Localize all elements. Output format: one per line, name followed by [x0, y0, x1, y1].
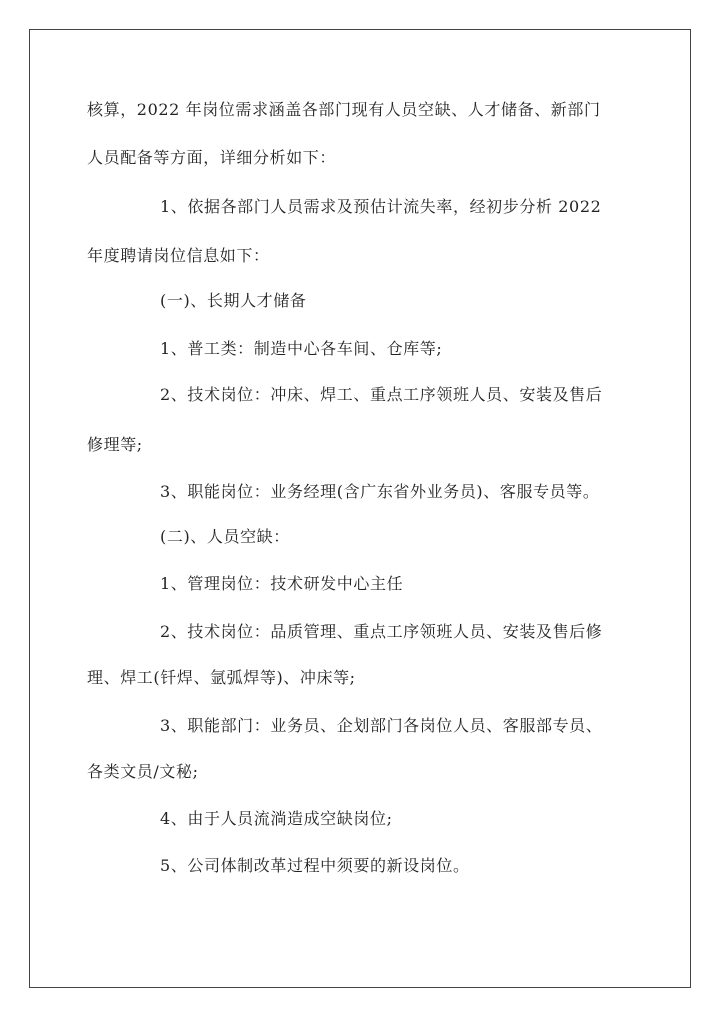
page-border: [29, 29, 691, 988]
list-item: 3、职能岗位：业务经理(含广东省外业务员)、客服专员等。: [160, 482, 600, 501]
list-item: 1、普工类：制造中心各车间、仓库等;: [160, 339, 443, 358]
list-item: 1、管理岗位：技术研发中心主任: [160, 574, 404, 593]
paragraph-line: 1、依据各部门人员需求及预估计流失率，经初步分析 2022: [160, 197, 602, 216]
list-item-continuation: 理、焊工(钎焊、氩弧焊等)、冲床等;: [87, 668, 356, 687]
list-item: 2、技术岗位：品质管理、重点工序领班人员、安装及售后修: [160, 622, 603, 641]
list-item: 5、公司体制改革过程中须要的新设岗位。: [160, 856, 470, 875]
section-heading: (二)、人员空缺：: [160, 527, 290, 546]
list-item-continuation: 各类文员/文秘;: [87, 762, 199, 781]
paragraph-line: 人员配备等方面，详细分析如下：: [87, 148, 337, 167]
list-item: 4、由于人员流淌造成空缺岗位;: [160, 809, 393, 828]
list-item-continuation: 修理等;: [87, 435, 143, 454]
list-item: 2、技术岗位：冲床、焊工、重点工序领班人员、安装及售后: [160, 385, 603, 404]
paragraph-line: 核算，2022 年岗位需求涵盖各部门现有人员空缺、人才储备、新部门: [87, 100, 601, 119]
list-item: 3、职能部门：业务员、企划部门各岗位人员、客服部专员、: [160, 716, 603, 735]
paragraph-line: 年度聘请岗位信息如下：: [87, 246, 270, 265]
section-heading: (一)、长期人才储备: [160, 291, 307, 310]
